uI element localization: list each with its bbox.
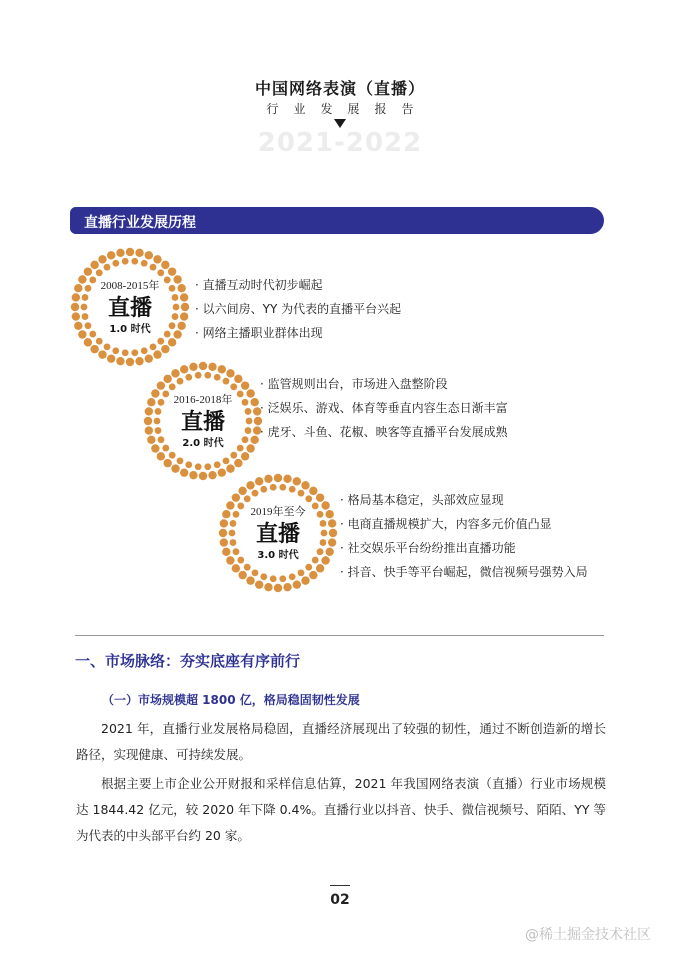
era-period: 2016-2018年 <box>173 394 233 406</box>
ring-dot <box>189 363 197 371</box>
ring-dot <box>241 381 249 389</box>
era-point: · 直播互动时代初步崛起 <box>195 278 323 292</box>
ring-dot <box>218 365 226 373</box>
ring-dot <box>90 345 98 353</box>
ring-dot <box>104 343 111 350</box>
ring-dot <box>279 484 286 491</box>
ring-dot <box>126 248 134 256</box>
ring-dot <box>234 375 242 383</box>
ring-dot <box>264 583 272 591</box>
ring-dot <box>270 575 277 582</box>
ring-dot <box>293 477 301 485</box>
ring-dot <box>180 468 188 476</box>
section-subheading: （一）市场规模超 1800 亿，格局稳固韧性发展 <box>102 693 360 707</box>
section-heading: 一、市场脉络：夯实底座有序前行 <box>75 652 301 670</box>
ring-dot <box>238 571 246 579</box>
ring-dot <box>185 374 192 381</box>
ring-dot <box>260 573 267 580</box>
ring-dot <box>199 362 207 370</box>
ring-dot <box>116 357 124 365</box>
era-title: 直播 <box>180 410 225 435</box>
ring-dot <box>316 564 324 572</box>
era-period: 2008-2015年 <box>100 280 160 292</box>
ring-dot <box>301 576 309 584</box>
body-paragraph: 根据主要上市企业公开财报和采样信息估算，2021 年我国网络表演（直播）行业市场规模达 1844.42 亿元，较 2020 年下降 0.4%。直播行业以抖音、快手、微信视频号、陌陌、YY 等为代表的中头部平台约 20 家。 <box>76 776 606 843</box>
ring-dot <box>208 363 216 371</box>
body-paragraph: 2021 年，直播行业发展格局稳固，直播经济展现出了较强的韧性，通过不断创造新的增长路径，实现健康、可持续发展。 <box>76 721 606 762</box>
era-period: 2019年至今 <box>250 506 306 518</box>
ring-dot <box>112 260 119 267</box>
ring-dot <box>163 375 171 383</box>
ring-dot <box>208 471 216 479</box>
era-point: · 监管规则出台，市场进入盘整阶段 <box>260 377 448 391</box>
ring-dot <box>107 354 115 362</box>
ring-dot <box>141 347 148 354</box>
ring-dot <box>195 463 202 470</box>
ring-dot <box>168 267 176 275</box>
ring-dot <box>238 487 246 495</box>
ring-dot <box>283 475 291 483</box>
ring-dot <box>104 264 111 271</box>
ring-dot <box>161 261 169 269</box>
ring-dot <box>274 474 282 482</box>
ring-dot <box>264 475 272 483</box>
ring-dot <box>226 369 234 377</box>
ring-dot <box>246 481 254 489</box>
ring-dot <box>98 255 106 263</box>
ring-dot <box>204 463 211 470</box>
ring-dot <box>112 347 119 354</box>
ring-dot <box>234 459 242 467</box>
ring-dot <box>84 267 92 275</box>
era-point: · 虎牙、斗鱼、花椒、映客等直播平台发展成熟 <box>260 425 508 439</box>
era-point: · 格局基本稳定，头部效应显现 <box>340 493 504 507</box>
era-point: · 抖音、快手等平台崛起，微信视频号强势入局 <box>340 565 588 579</box>
ring-dot <box>279 575 286 582</box>
ring-dot <box>301 481 309 489</box>
era-point: · 网络主播职业群体出现 <box>195 326 323 340</box>
ring-dot <box>141 260 148 267</box>
ring-dot <box>298 490 305 497</box>
ring-dot <box>244 495 251 502</box>
era-version: 1.0 时代 <box>109 324 151 335</box>
ring-dot <box>283 583 291 591</box>
ring-dot <box>161 345 169 353</box>
ring-dot <box>223 378 230 385</box>
era-point: · 电商直播规模扩大，内容多元价值凸显 <box>340 517 552 531</box>
ring-dot <box>185 461 192 468</box>
ring-dot <box>96 338 103 345</box>
report-subtitle: 行业发展报告 <box>266 102 429 116</box>
ring-dot <box>232 564 240 572</box>
ring-dot <box>122 258 129 265</box>
ring-dot <box>157 269 164 276</box>
era-point: · 以六间房、YY 为代表的直播平台兴起 <box>195 302 402 316</box>
ring-dot <box>150 343 157 350</box>
era-badge-3 <box>218 473 338 593</box>
ring-dot <box>232 493 240 501</box>
ring-dot <box>150 264 157 271</box>
ring-dot <box>230 452 237 459</box>
ring-dot <box>131 258 138 265</box>
ring-dot <box>289 486 296 493</box>
era-point: · 泛娱乐、游戏、体育等垂直内容生态日渐丰富 <box>260 401 508 415</box>
report-title: 中国网络表演（直播） <box>254 79 425 98</box>
ring-dot <box>171 369 179 377</box>
ring-dot <box>316 493 324 501</box>
ring-dot <box>163 459 171 467</box>
section-banner <box>70 207 604 234</box>
down-triangle-icon <box>334 119 346 128</box>
page-number: 02 <box>330 892 350 908</box>
ring-dot <box>153 350 161 358</box>
era-title: 直播 <box>255 522 300 547</box>
ring-dot <box>274 584 282 592</box>
ring-dot <box>153 255 161 263</box>
era-badge-1 <box>70 247 190 367</box>
ring-dot <box>168 338 176 346</box>
era-points-3 <box>340 488 588 584</box>
ring-dot <box>107 251 115 259</box>
ring-dot <box>255 477 263 485</box>
ring-dot <box>116 249 124 257</box>
era-version: 3.0 时代 <box>257 550 299 561</box>
ring-dot <box>199 472 207 480</box>
era-point: · 社交娱乐平台纷纷推出直播功能 <box>340 541 516 555</box>
ring-dot <box>122 349 129 356</box>
ring-dot <box>98 350 106 358</box>
ring-dot <box>189 471 197 479</box>
ring-dot <box>214 374 221 381</box>
ring-dot <box>169 452 176 459</box>
ring-dot <box>96 269 103 276</box>
ring-dot <box>309 487 317 495</box>
watermark: @稀土掘金技术社区 <box>525 927 651 943</box>
era-badge-2 <box>143 361 263 481</box>
page-number-rule <box>330 885 350 886</box>
ring-dot <box>126 358 134 366</box>
section-divider <box>75 635 604 636</box>
ring-dot <box>157 338 164 345</box>
ring-dot <box>214 461 221 468</box>
ring-dot <box>230 383 237 390</box>
ring-dot <box>255 580 263 588</box>
ring-dot <box>244 564 251 571</box>
ring-dot <box>223 457 230 464</box>
ring-dot <box>180 365 188 373</box>
ring-dot <box>177 457 184 464</box>
ring-dot <box>241 452 249 460</box>
ring-dot <box>177 378 184 385</box>
ring-dot <box>293 580 301 588</box>
ring-dot <box>90 261 98 269</box>
ring-dot <box>204 372 211 379</box>
ring-dot <box>226 464 234 472</box>
ring-dot <box>289 573 296 580</box>
era-version: 2.0 时代 <box>182 438 224 449</box>
ring-dot <box>305 495 312 502</box>
era-title: 直播 <box>107 296 152 321</box>
ring-dot <box>246 576 254 584</box>
ring-dot <box>305 564 312 571</box>
ring-dot <box>195 372 202 379</box>
ring-dot <box>135 249 143 257</box>
ring-dot <box>145 251 153 259</box>
ring-dot <box>252 490 259 497</box>
ring-dot <box>157 452 165 460</box>
ring-dot <box>298 569 305 576</box>
ring-dot <box>260 486 267 493</box>
report-year-range: 2021-2022 <box>257 128 423 158</box>
ring-dot <box>309 571 317 579</box>
ring-dot <box>157 381 165 389</box>
ring-dot <box>270 484 277 491</box>
ring-dot <box>131 349 138 356</box>
era-points-2 <box>260 372 508 444</box>
ring-dot <box>84 338 92 346</box>
era-points-1 <box>195 273 401 345</box>
ring-dot <box>252 569 259 576</box>
banner-label: 直播行业发展历程 <box>84 215 196 231</box>
ring-dot <box>171 464 179 472</box>
ring-dot <box>169 383 176 390</box>
